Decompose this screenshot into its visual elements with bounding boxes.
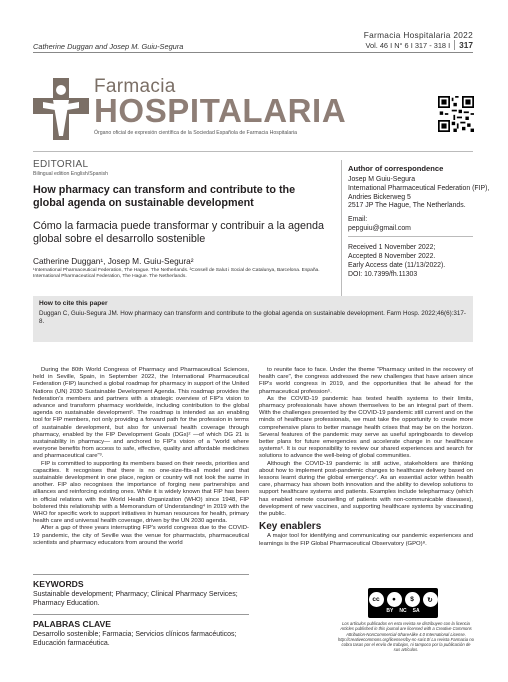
license-text: Los artículos publicados en esta revista se distribuyen con la licencia Articles published in this journal are licensed with a Creative Commons Attribution-NonCommercial-ShareAlike 4.0 International License. http://creativecommons.org/licenses/by-nc-sa/4.0/ La revista Farmacia no cobra tasas por el envío de trabajos, ni tampoco por la publicación de sus artículos. — [338, 621, 474, 653]
title-spanish: Cómo la farmacia puede transformar y contribuir a la agenda global sobre el desarrollo sostenible — [33, 220, 325, 245]
address-line: Andries Bickerweg 5 — [348, 193, 411, 201]
address-line: 2517 JP The Hague, The Netherlands. — [348, 202, 466, 210]
author-list: Catherine Duggan¹, Josep M. Guiu-Segura² — [33, 256, 194, 266]
share-alike-icon: ↻ — [423, 592, 438, 607]
affiliations: ¹International Pharmaceutical Federation, The Hague. The Netherlands. ²Consell de Salut i Social de Catalunya, Barcelona. España. International Pharmaceutical Federation, The Hague. The Netherlands. — [33, 268, 320, 280]
date-early-access: Early Access date (11/13/2022). — [348, 261, 446, 269]
palabras-clave-heading: PALABRAS CLAVE — [33, 619, 111, 629]
correspondence-heading: Author of correspondence — [348, 164, 444, 173]
running-head-authors: Catherine Duggan and Josep M. Guiu-Segura — [33, 42, 184, 51]
divider — [33, 151, 473, 152]
citation-text: Duggan C, Guiu-Segura JM. How pharmacy can transform and contribute to the global agenda on sustainable development. Farm Hosp. 2022;46(6):317-8. — [39, 310, 467, 325]
page-number: 317 — [454, 40, 473, 50]
email-label: Email: — [348, 216, 368, 223]
running-head-journal — [364, 30, 473, 51]
date-accepted: Accepted 8 November 2022. — [348, 252, 436, 260]
article-dates — [348, 244, 445, 270]
paragraph: A major tool for identifying and communicating our pandemic experiences and learnings is the FIP Global Pharmaceutical Observatory (GPO)⁸. — [259, 533, 473, 547]
header-rule — [33, 52, 473, 53]
paragraph: During the 80th World Congress of Pharmacy and Pharmaceutical Sciences, held in Seville, Spain, in September 2022, the International Pharmaceutical Federation (FIP) launched a global roadmap for pharmacy in support of the United Nations (UN) 2030 Sustainable Development Agenda. This roadmap provides the federation's members and partners with a strategic overview of FIP's vision to advance and transform pharmacy worldwide, including contribution to the global agenda on sustainable development¹. The roadmap is intended as an enabling tool for FIP members, not only providing a forward path for the profession in terms of sustainable development, but also for universal health coverage through pharmacy, enabled by the FIP Development Goals (DGs)² —of which DG 21 is sustainability in pharmacy— and anchored to FIP's vision of a "world where everyone benefits from access to safe, effective, quality and affordable medicines and pharmaceutical care"³. — [33, 367, 249, 460]
citation-heading: How to cite this paper — [39, 300, 108, 307]
body-column-left — [33, 367, 249, 547]
cc-by-label: BY — [386, 608, 394, 614]
title-english: How pharmacy can transform and contribute to the global agenda on sustainable development — [33, 184, 296, 209]
paragraph: to reunite face to face. Under the theme "Pharmacy united in the recovery of health care", the congress addressed the new challenges that have arisen since FIP's world congress in 2019, and the opportunities that lie ahead for the pharmaceutical profession⁵. — [259, 367, 473, 395]
correspondence-address — [348, 176, 489, 211]
address-line: International Pharmaceutical Federation (FIP), — [348, 184, 490, 192]
journal-name: Farmacia Hospitalaria 2022 — [363, 30, 473, 40]
body-column-right — [259, 367, 473, 548]
doi-link[interactable]: DOI: 10.7399/fh.11303 — [348, 271, 418, 278]
section-label: EDITORIAL — [33, 159, 89, 170]
palabras-clave-text: Desarrollo sostenible; Farmacia; Servicios clínicos farmacéuticos; Educación farmacéutica. — [33, 631, 237, 647]
cc-nc-label: NC — [399, 608, 407, 614]
column-divider — [341, 160, 342, 306]
address-line: Josep M Guiu-Segura — [348, 176, 416, 183]
keywords-heading: KEYWORDS — [33, 579, 84, 589]
logo-farmacia: Farmacia — [94, 76, 176, 97]
cc-icon: cc — [369, 592, 384, 607]
keywords-rule — [33, 614, 249, 615]
volume-info: Vol. 46 I N° 6 I 317 - 318 I — [365, 41, 451, 50]
logo-subtitle: Órgano oficial de expresión científica de la Sociedad Española de Farmacia Hospitalaria — [94, 130, 298, 136]
by-person-icon: ● — [387, 592, 402, 607]
key-enablers-heading: Key enablers — [259, 521, 322, 533]
cc-license-badge[interactable] — [368, 588, 438, 618]
paragraph: As the COVID-19 pandemic has tested health systems to their limits, pharmacy professionals have shown themselves to be an integral part of them. With the challenges presented by the COVID-19 pandemic still current and on the minds of healthcare professionals, we must take the opportunity to create more comprehensive plans to better manage health crises that may be on the horizon. Several features of the pandemic may serve as useful springboards to develop better plans for future emergencies and accelerate change in our healthcare systems⁶. It is our responsibility to review our shared experiences and search for solutions to advance the well-being of global communities. — [259, 395, 473, 460]
cc-sa-label: SA — [412, 608, 420, 614]
email-link[interactable]: pepguiu@gmail.com — [348, 225, 411, 232]
non-commercial-icon: $ — [405, 592, 420, 607]
logo-hospitalaria: HOSPITALARIA — [94, 92, 347, 129]
paragraph: Although the COVID-19 pandemic is still active, stakeholders are thinking about how to implement post-pandemic changes to healthcare delivery based on lessons learnt during the global emergency⁷. As an essential actor within health care, pharmacy has shown both innovation and the ability to develop solutions to support healthcare systems and patients. Examples include telepharmacy (which has enabled remote counselling of patients with non-communicable diseases), development of new vaccines, and supporting healthcare systems by vaccinating the public. — [259, 460, 473, 518]
hospital-person-logo-icon — [33, 78, 89, 142]
divider — [348, 236, 473, 237]
qr-code-icon — [438, 96, 474, 132]
bilingual-note: Bilingual edition English/Spanish — [33, 171, 108, 177]
date-received: Received 1 November 2022; — [348, 244, 436, 251]
keywords-text: Sustainable development; Pharmacy; Clinical Pharmacy Services; Pharmacy Education. — [33, 591, 238, 607]
paragraph: After a gap of three years interrupting FIP's world congress due to the COVID-19 pandemic, the city of Seville was the venue for pharmacists, pharmaceutical scientists and pharmacy educators from around the world — [33, 525, 249, 546]
paragraph: FIP is committed to supporting its members based on their needs, priorities and capacities. It recognises that there is no one-size-fits-all model and that sustainable development in one place, region or country will not look the same in another. FIP also recognises the importance of forging new partnerships and alliances and reinforcing existing ones. While it is widely known that FIP has been in official relations with the World Health Organization (WHO) since 1948, FIP bolstered this relationship with a Memorandum of Understanding⁴ in 2019 with the WHO for specific work to support initiatives in human resources for health, primary health care and universal health coverage, driven by the UN 2030 agenda. — [33, 460, 249, 525]
citation-box — [33, 296, 473, 342]
keywords-rule — [33, 574, 249, 575]
